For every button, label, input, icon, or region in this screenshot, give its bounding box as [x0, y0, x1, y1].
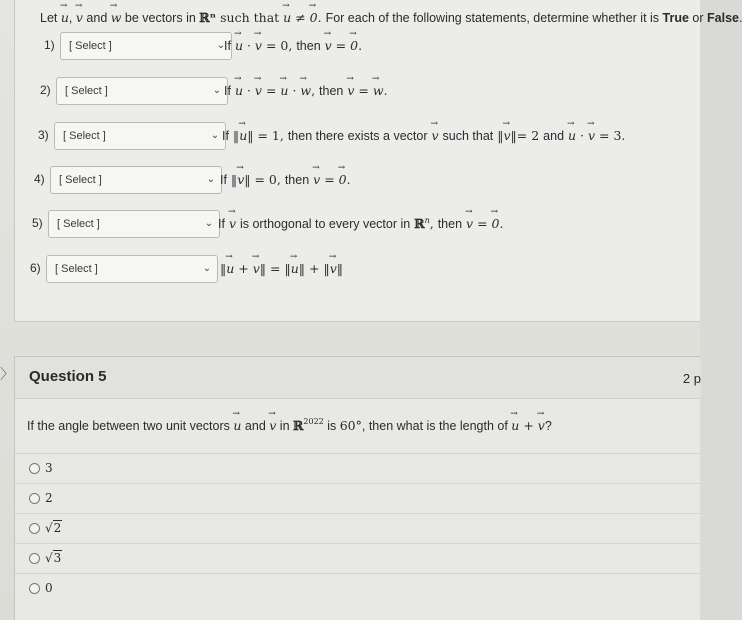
chevron-down-icon: ⌄	[204, 218, 214, 229]
radio-button[interactable]	[29, 553, 40, 564]
select-placeholder: [ Select ]	[65, 85, 108, 97]
answer-option-3[interactable]	[15, 513, 701, 543]
answer-option-4[interactable]	[15, 543, 701, 573]
question-points: 2 p	[682, 371, 701, 386]
question-5-prompt: If the angle between two unit vectors u → and v → in ℝ$^{2022}$ is 60°, then what is the length of u → + v →?	[27, 417, 552, 433]
chevron-down-icon: ⌄	[210, 130, 220, 141]
statement-row-2	[40, 77, 700, 105]
chevron-down-icon: ⌄	[216, 40, 226, 51]
select-placeholder: [ Select ]	[57, 218, 100, 230]
answer-option-2[interactable]	[15, 483, 701, 513]
select-placeholder: [ Select ]	[59, 174, 102, 186]
row-number: 1)	[44, 38, 55, 52]
statement-row-1	[44, 32, 704, 60]
option-label: 0	[45, 581, 53, 595]
chevron-down-icon: ⌄	[202, 263, 212, 274]
select-placeholder: [ Select ]	[55, 263, 98, 275]
row-number: 5)	[32, 216, 43, 230]
collapse-arrow-icon[interactable]: 〉	[0, 366, 14, 382]
radio-button[interactable]	[29, 583, 40, 594]
chevron-down-icon: ⌄	[206, 174, 216, 185]
statement-text: If u → · v → = u → · w →, then v → = w →.	[224, 83, 388, 98]
option-label: 2	[45, 491, 53, 505]
option-label: 3	[45, 461, 53, 475]
statement-text: If ‖u →‖ = 1, then there exists a vector v → such that ‖v →‖= 2 and u → · v → = 3.	[222, 128, 625, 143]
answer-option-5[interactable]	[15, 573, 701, 603]
select-placeholder: [ Select ]	[69, 40, 112, 52]
answer-option-1[interactable]	[15, 453, 701, 483]
statement-row-6	[30, 255, 690, 283]
statement-row-5	[32, 210, 692, 238]
chevron-down-icon: ⌄	[212, 85, 222, 96]
option-label: √2	[45, 521, 62, 535]
select-placeholder: [ Select ]	[63, 130, 106, 142]
row-number: 2)	[40, 83, 51, 97]
statement-text: If u → · v → = 0, then v → = 0 →.	[224, 38, 362, 53]
row-number: 6)	[30, 261, 41, 275]
statement-row-3	[38, 122, 698, 150]
select-dropdown-6[interactable]	[46, 255, 218, 283]
radio-button[interactable]	[29, 463, 40, 474]
select-dropdown-1[interactable]	[60, 32, 232, 60]
option-label: √3	[45, 551, 62, 565]
row-number: 3)	[38, 128, 49, 142]
statement-row-4	[34, 166, 694, 194]
select-dropdown-5[interactable]	[48, 210, 220, 238]
radio-button[interactable]	[29, 493, 40, 504]
statement-text: If ‖v →‖ = 0, then v → = 0 →.	[220, 172, 351, 187]
statement-text: If v → is orthogonal to every vector in ℝ$^n$, then v → = 0 →.	[218, 216, 503, 231]
radio-button[interactable]	[29, 523, 40, 534]
question-5-header	[15, 357, 701, 399]
question-title: Question 5	[29, 368, 107, 385]
statement-text: ‖u → + v →‖ = ‖u →‖ + ‖v →‖	[220, 261, 343, 276]
question-5-card	[14, 356, 700, 620]
select-dropdown-2[interactable]	[56, 77, 228, 105]
select-dropdown-3[interactable]	[54, 122, 226, 150]
question-4-intro: Let u →, v → and w → be vectors in ℝⁿ such that u → ≠ 0 →. For each of the following statements, determine whether it is True or False	[40, 10, 742, 25]
row-number: 4)	[34, 172, 45, 186]
select-dropdown-4[interactable]	[50, 166, 222, 194]
